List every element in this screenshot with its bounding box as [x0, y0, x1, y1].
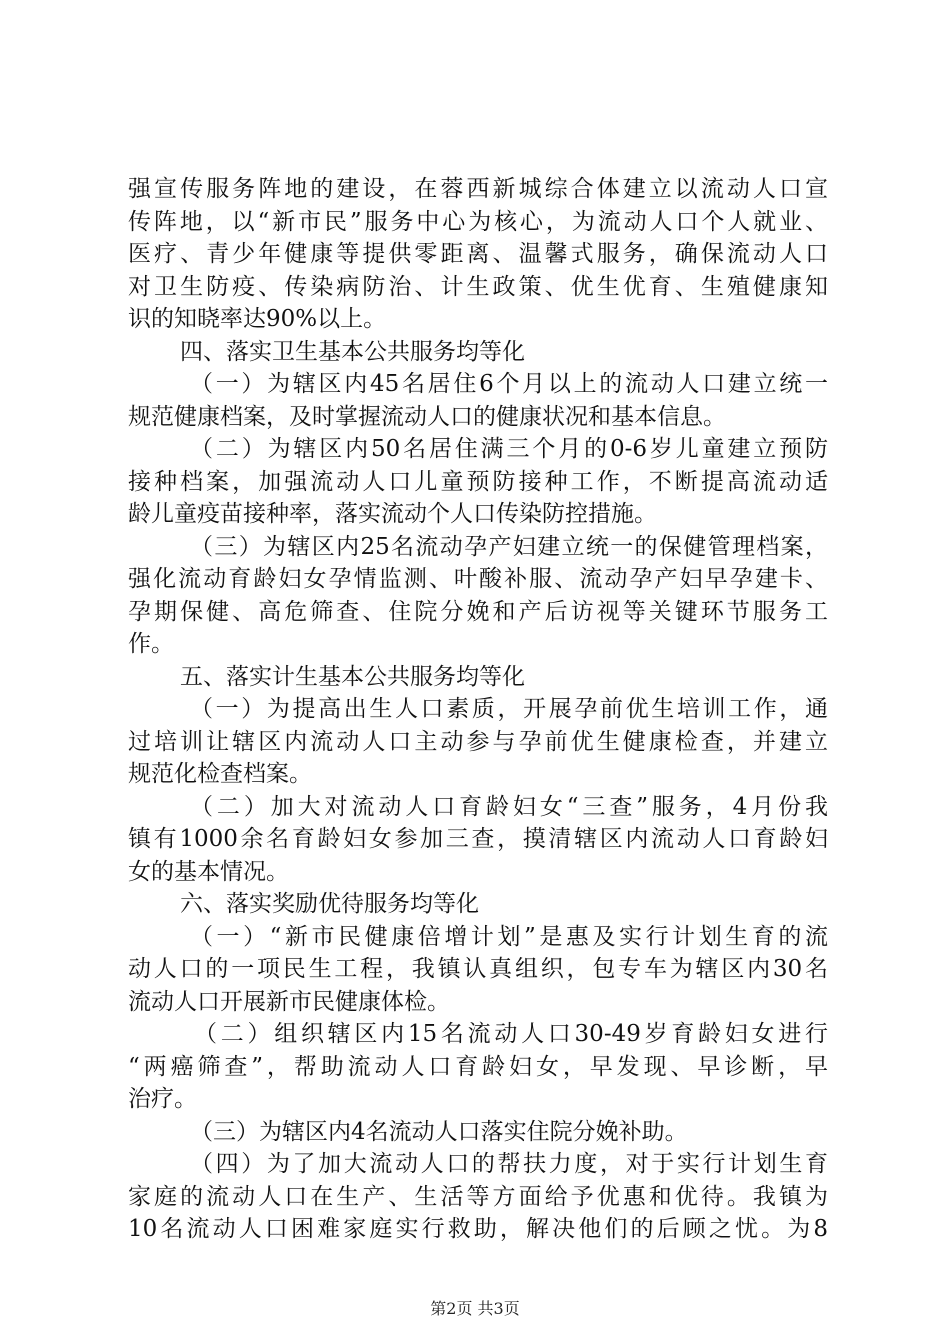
body-text-line: 孕期保健、高危筛查、住院分娩和产后访视等关键环节服务工: [128, 598, 828, 625]
body-text-line: “两癌筛查”，帮助流动人口育龄妇女，早发现、早诊断，早: [128, 1053, 828, 1080]
body-text-line: 龄儿童疫苗接种率，落实流动个人口传染防控措施。: [128, 501, 657, 527]
body-text-line: （二）为辖区内50名居住满三个月的0-6岁儿童建立预防: [190, 436, 828, 462]
section-heading: 六、落实奖励优待服务均等化: [180, 891, 479, 917]
section-heading: 五、落实计生基本公共服务均等化: [180, 663, 525, 690]
body-text-line: 强化流动育龄妇女孕情监测、叶酸补服、流动孕产妇早孕建卡、: [128, 566, 828, 592]
body-text-line: 镇有1000余名育龄妇女参加三查，摸清辖区内流动人口育龄妇: [128, 826, 828, 852]
body-text-line: （四）为了加大流动人口的帮扶力度，对于实行计划生育: [190, 1151, 828, 1177]
body-text-line: 过培训让辖区内流动人口主动参与孕前优生健康检查，并建立: [128, 728, 828, 755]
body-text-line: （三）为辖区内4名流动人口落实住院分娩补助。: [190, 1118, 688, 1145]
page-number-footer: 第2页 共3页: [430, 1299, 520, 1318]
body-text-line: 强宣传服务阵地的建设，在蓉西新城综合体建立以流动人口宣: [128, 176, 828, 202]
body-text-line: 10名流动人口困难家庭实行救助，解决他们的后顾之忧。为8: [128, 1216, 828, 1242]
body-text-line: 女的基本情况。: [128, 858, 289, 885]
body-text-line: 规范健康档案，及时掌握流动人口的健康状况和基本信息。: [128, 403, 726, 430]
body-text-line: 对卫生防疫、传染病防治、计生政策、优生优育、生殖健康知: [128, 273, 828, 300]
body-text-line: 识的知晓率达90%以上。: [128, 306, 387, 332]
body-text-line: （二）加大对流动人口育龄妇女“三查”服务，4月份我: [190, 793, 828, 820]
body-text-line: （二）组织辖区内15名流动人口30-49岁育龄妇女进行: [194, 1021, 828, 1047]
body-text-line: 规范化检查档案。: [128, 761, 312, 787]
body-text-line: （一）为提高出生人口素质，开展孕前优生培训工作，通: [190, 696, 828, 722]
body-text-line: （一）“新市民健康倍增计划”是惠及实行计划生育的流: [190, 923, 828, 950]
document-body: [128, 173, 828, 1246]
body-text-line: 流动人口开展新市民健康体检。: [128, 988, 450, 1015]
body-text-line: （一）为辖区内45名居住6个月以上的流动人口建立统一: [190, 371, 828, 397]
body-text-line: 作。: [128, 631, 174, 657]
body-text-line: 动人口的一项民生工程，我镇认真组织，包专车为辖区内30名: [128, 956, 828, 982]
body-text-line: 治疗。: [128, 1086, 197, 1112]
body-text-line: 传阵地，以“新市民”服务中心为核心，为流动人口个人就业、: [128, 208, 828, 235]
body-text-line: 家庭的流动人口在生产、生活等方面给予优惠和优待。我镇为: [128, 1183, 828, 1210]
body-text-line: （三）为辖区内25名流动孕产妇建立统一的保健管理档案，: [190, 533, 828, 560]
body-text-line: 接种档案，加强流动人口儿童预防接种工作，不断提高流动适: [128, 468, 828, 495]
body-text-line: 医疗、青少年健康等提供零距离、温馨式服务，确保流动人口: [128, 241, 828, 267]
section-heading: 四、落实卫生基本公共服务均等化: [180, 338, 525, 365]
